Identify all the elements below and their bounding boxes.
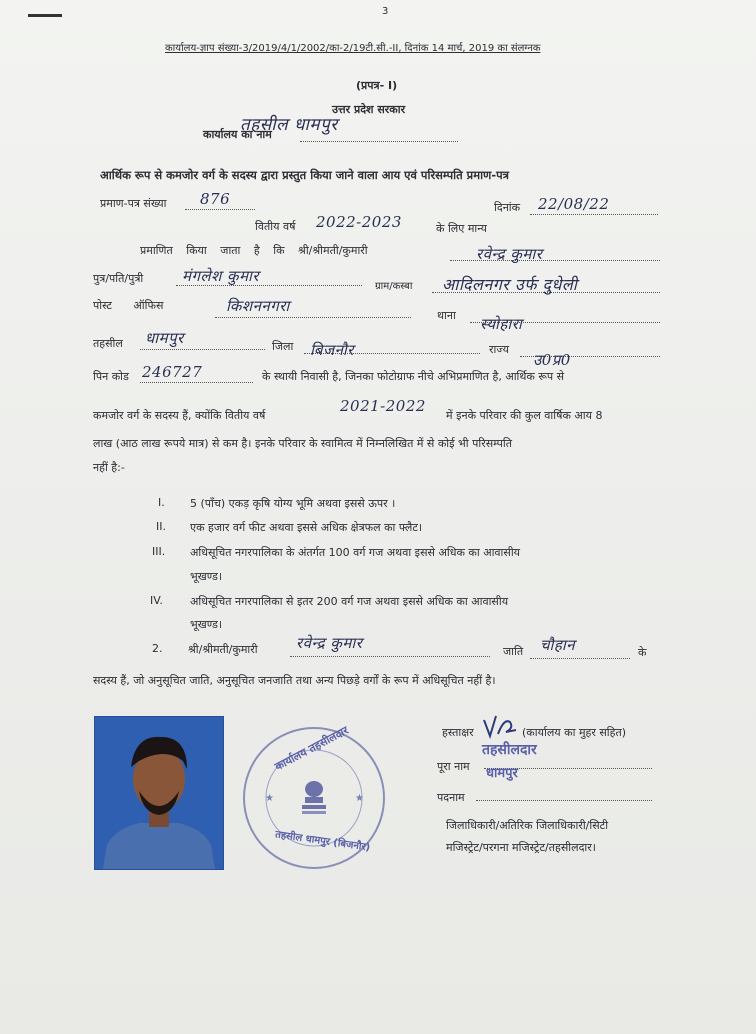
date-line (530, 214, 658, 215)
para-line-2a: कमजोर वर्ग के सदस्य हैं, क्योंकि वितीय वर्ष (93, 409, 266, 422)
applicant-photo (94, 716, 224, 870)
office-label: कार्यालय का नाम (203, 128, 272, 141)
tehsil-line (140, 349, 265, 350)
stamp-place: धामपुर (486, 766, 518, 781)
list-item-2: एक हजार वर्ग फीट अथवा इससे अधिक क्षेत्रफल का फ्लैट। (190, 521, 423, 534)
relation-label: पुत्र/पति/पुत्री (93, 272, 144, 285)
authority-line-2: मजिस्ट्रेट/परगना मजिस्ट्रेट/तहसीलदार। (446, 841, 596, 854)
state-label: राज्य (489, 343, 510, 356)
district-label: जिला (272, 340, 294, 353)
list-item-4: अधिसूचित नगरपालिका से इतर 200 वर्ग गज अथवा इससे अधिक का आवासीय (190, 595, 509, 608)
government-name: उत्तर प्रदेश सरकार (332, 103, 406, 116)
member-line: सदस्य हैं, जो अनुसूचित जाति, अनुसूचित जनजाति तथा अन्य पिछड़े वर्गों के रूप में अधिसूचित नहीं है। (93, 674, 496, 687)
village-label: ग्राम/कस्बा (375, 281, 413, 292)
cert-no-value: 876 (200, 190, 231, 208)
name-value: रवेन्द्र कुमार (476, 245, 543, 263)
thana-value: स्योहारा (480, 315, 523, 333)
corner-mark (28, 14, 62, 17)
list-num-1: I. (158, 496, 165, 509)
caste-label: जाति (503, 645, 524, 658)
pin-label: पिन कोड (93, 370, 129, 383)
cert-no-label: प्रमाण-पत्र संख्या (100, 197, 167, 210)
caste-suffix: के (638, 646, 647, 659)
post-label: पोस्ट ऑफिस (93, 299, 164, 312)
pin-line (140, 382, 253, 383)
relation-value: मंगलेश कुमार (182, 267, 260, 285)
pin-value: 246727 (142, 363, 203, 381)
list-num-2: II. (156, 520, 166, 533)
tehsil-value: धामपुर (145, 329, 184, 347)
seal-text-bottom: तहसील धामपुर (बिजनौर) (274, 829, 371, 854)
district-value: बिजनौर (310, 341, 354, 359)
svg-text:★: ★ (355, 793, 364, 804)
village-value: आदिलनगर उर्फ दुधेली (442, 275, 578, 294)
list-num-3: III. (152, 545, 166, 558)
para-line-4: नहीं है:- (93, 461, 125, 474)
certify-text: प्रमाणित किया जाता है कि श्री/श्रीमती/कुमारी (140, 244, 368, 257)
tehsil-label: तहसील (93, 337, 123, 350)
list-num-4: IV. (150, 594, 163, 607)
state-value: उ0प्र0 (533, 351, 571, 369)
signature-mark (480, 712, 520, 742)
svg-text:★: ★ (265, 793, 274, 804)
list-item-1: 5 (पाँच) एकड़ कृषि योग्य भूमि अथवा इससे ऊपर । (190, 497, 396, 510)
page-number: 3 (382, 6, 389, 17)
list-item-3: अधिसूचित नगरपालिका के अंतर्गत 100 वर्ग गज अथवा इससे अधिक का आवासीय (190, 546, 521, 559)
signature-note: (कार्यालय का मुहर सहित) (522, 726, 627, 739)
person-photo-icon (95, 717, 223, 869)
authority-line-1: जिलाधिकारी/अतिरिक जिलाधिकारी/सिटी (446, 819, 609, 832)
item2-num: 2. (152, 642, 163, 655)
designation-line (476, 800, 652, 801)
header-reference: कार्यालय-ज्ञाप संख्या-3/2019/4/1/2002/का-2/19टी.सी.-II, दिनांक 14 मार्च, 2019 का संलग्नक (165, 43, 541, 54)
office-value: तहसील धामपुर (240, 115, 338, 135)
para-line-1: के स्थायी निवासी है, जिनका फोटोग्राफ नीचे अभिप्रमाणित है, आर्थिक रूप से (262, 370, 565, 383)
caste-line (530, 658, 630, 659)
emblem-icon (297, 777, 331, 817)
thana-label: थाना (437, 309, 456, 322)
post-value: किशननगरा (226, 297, 290, 315)
para-fy-value: 2021-2022 (340, 397, 426, 415)
designation-label: पदनाम (437, 791, 465, 804)
stamp-designation: तहसीलदार (482, 742, 537, 758)
seal-text-top: कार्यालय तहसीलदार (272, 723, 351, 774)
date-label: दिनांक (494, 201, 521, 214)
date-value: 22/08/22 (538, 195, 610, 213)
fullname-label: पूरा नाम (437, 760, 470, 773)
list-item-3-cont: भूखण्ड। (190, 570, 223, 583)
cert-no-line (185, 209, 255, 210)
office-dotted-line (300, 141, 458, 142)
item2-line (290, 656, 490, 657)
para-line-3: लाख (आठ लाख रूपये मात्र) से कम है। इनके परिवार के स्वामित्व में निम्नलिखित में से कोई भी परिसम्पति (93, 437, 513, 450)
certificate-title: आर्थिक रूप से कमजोर वर्ग के सदस्य द्वारा प्रस्तुत किया जाने वाला आय एवं परिसम्पति प्रमाण-पत्र (100, 168, 510, 182)
fy-label: वितीय वर्ष (255, 220, 296, 233)
fy-suffix: के लिए मान्य (436, 222, 487, 235)
fy-value: 2022-2023 (316, 213, 402, 231)
form-label: (प्रपत्र- I) (356, 79, 398, 92)
caste-value: चौहान (540, 636, 576, 654)
para-line-2b: में इनके परिवार की कुल वार्षिक आय 8 (446, 409, 603, 422)
post-line (215, 317, 411, 318)
office-seal (243, 723, 385, 869)
signature-label: हस्ताक्षर (442, 726, 474, 739)
item2-label: श्री/श्रीमती/कुमारी (188, 643, 258, 656)
item2-name: रवेन्द्र कुमार (296, 634, 363, 652)
list-item-4-cont: भूखण्ड। (190, 618, 223, 631)
